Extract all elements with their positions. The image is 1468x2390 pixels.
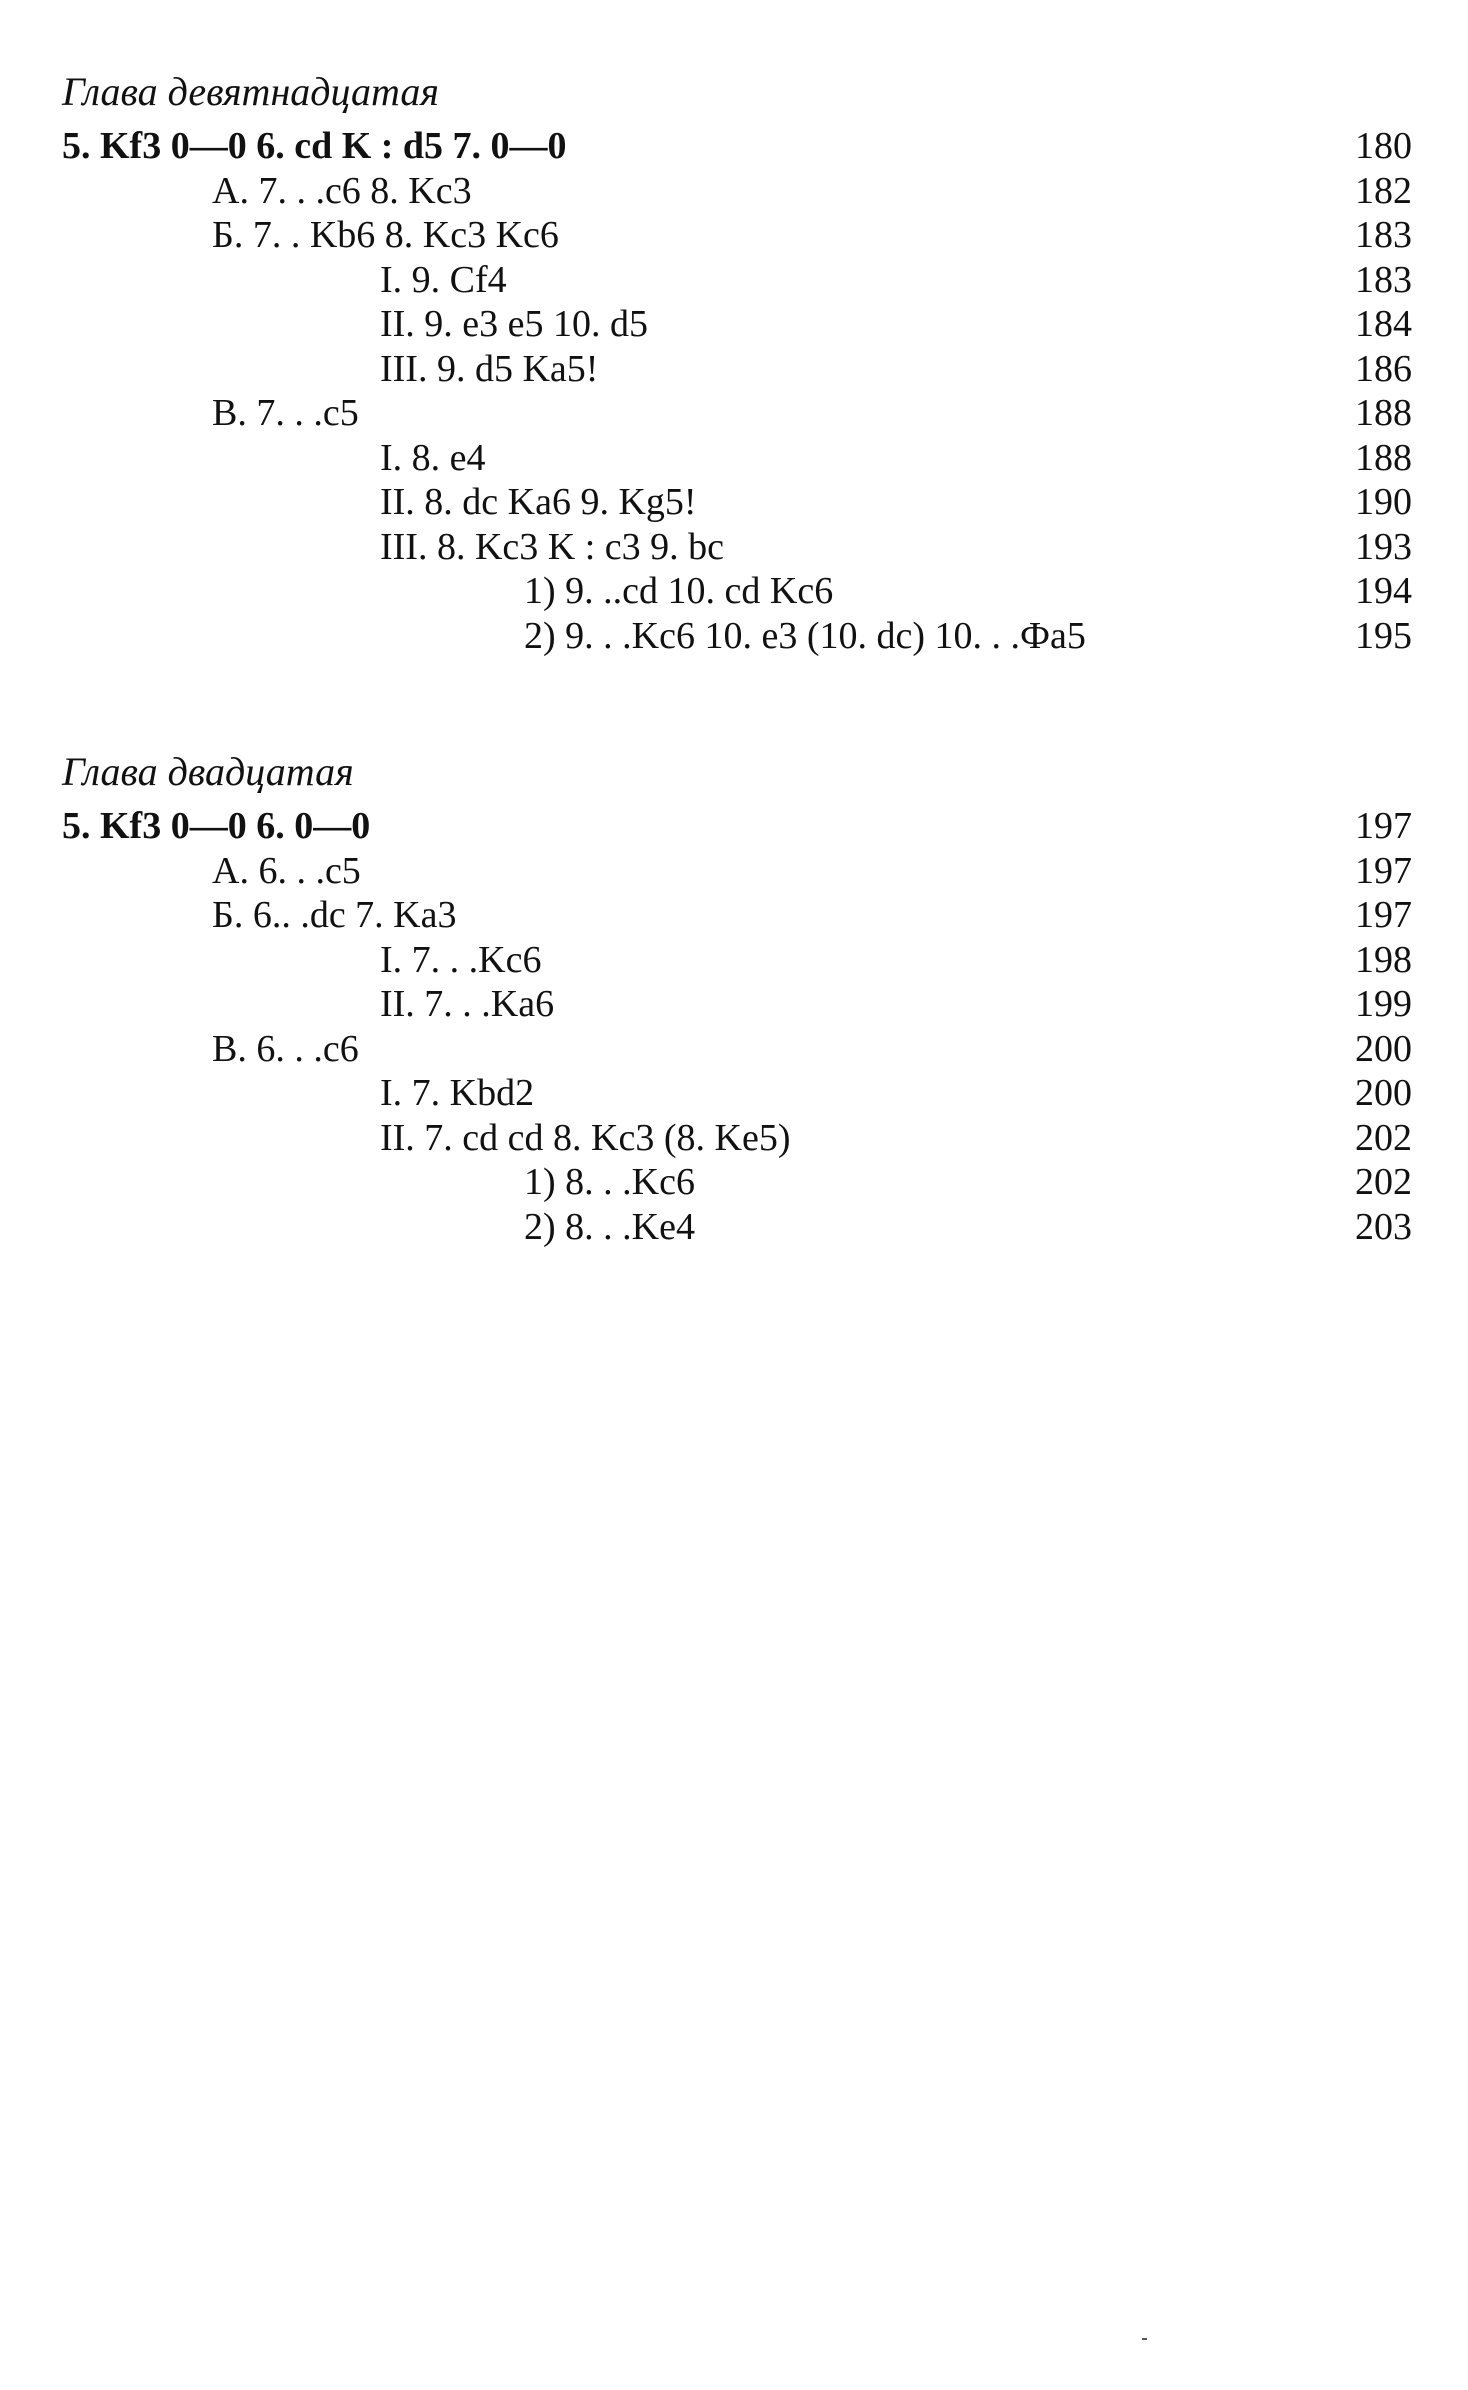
toc-list [62, 124, 1412, 658]
toc-entry [62, 169, 1412, 214]
entry-text: II. 8. dc Ka6 9. Kg5! [380, 481, 697, 523]
chapter-20-section [62, 742, 1412, 1249]
toc-entry [62, 614, 1412, 659]
entry-text: II. 7. . .Ka6 [380, 983, 555, 1025]
toc-list [62, 804, 1412, 1249]
page-number: 183 [1355, 258, 1412, 301]
toc-entry [62, 1027, 1412, 1072]
toc-entry [62, 124, 1412, 169]
entry-text: А. 6. . .c5 [212, 849, 361, 892]
toc-entry [62, 258, 1412, 303]
toc-entry [62, 1116, 1412, 1161]
page-number: 180 [1355, 125, 1412, 167]
page-number: 183 [1355, 214, 1412, 256]
toc-entry [62, 804, 1412, 849]
toc-entry [62, 1160, 1412, 1205]
toc-entry [62, 849, 1412, 894]
page-number: 182 [1355, 169, 1412, 212]
toc-entry [62, 1071, 1412, 1116]
entry-text: А. 7. . .c6 8. Kc3 [212, 169, 472, 212]
entry-text: 1) 8. . .Kc6 [524, 1161, 695, 1203]
toc-entry [62, 525, 1412, 570]
toc-entry [62, 938, 1412, 983]
toc-entry [62, 302, 1412, 347]
page-number: 188 [1355, 436, 1412, 479]
entry-text: II. 7. cd cd 8. Kc3 (8. Ke5) [380, 1116, 791, 1159]
entry-text: 2) 9. . .Kc6 10. e3 (10. dc) 10. . .Фa5 [524, 614, 1086, 657]
entry-text: 2) 8. . .Ke4 [524, 1205, 695, 1248]
toc-entry [62, 982, 1412, 1027]
entry-text: B. 7. . .c5 [212, 392, 359, 434]
chapter-19-section [62, 62, 1412, 658]
toc-entry [62, 213, 1412, 258]
page-number: 186 [1355, 347, 1412, 390]
entry-text: 5. Kf3 0—0 6. 0—0 [62, 805, 371, 847]
entry-text: III. 9. d5 Ka5! [380, 347, 599, 390]
page-number: 203 [1355, 1205, 1412, 1248]
entry-text: I. 8. e4 [380, 436, 486, 479]
entry-text: III. 8. Kc3 K : c3 9. bc [380, 525, 725, 568]
entry-text: Б. 6.. .dc 7. Ka3 [212, 894, 457, 936]
entry-text: II. 9. e3 e5 10. d5 [380, 303, 649, 345]
page-number: 200 [1355, 1027, 1412, 1070]
toc-entry [62, 569, 1412, 614]
chapter-title: Глава двадцатая [62, 749, 354, 794]
entry-text: I. 7. . .Kc6 [380, 938, 542, 981]
entry-text: 1) 9. ..cd 10. cd Kc6 [524, 570, 834, 612]
page-number: 193 [1355, 525, 1412, 568]
page-number: 194 [1355, 570, 1412, 612]
page-number: 197 [1355, 894, 1412, 936]
page-number: 195 [1355, 614, 1412, 657]
toc-entry [62, 391, 1412, 436]
print-speck [1142, 2338, 1147, 2340]
page-number: 198 [1355, 938, 1412, 981]
entry-text: B. 6. . .c6 [212, 1027, 359, 1070]
page-number: 202 [1355, 1116, 1412, 1159]
page-number: 199 [1355, 983, 1412, 1025]
chapter-title: Глава девятнадцатая [62, 69, 439, 114]
page-number: 184 [1355, 303, 1412, 345]
page-number: 200 [1355, 1072, 1412, 1114]
page-number: 190 [1355, 481, 1412, 523]
entry-text: I. 7. Kbd2 [380, 1072, 535, 1114]
toc-entry [62, 893, 1412, 938]
entry-text: 5. Kf3 0—0 6. cd K : d5 7. 0—0 [62, 125, 567, 167]
toc-entry [62, 1205, 1412, 1250]
toc-entry [62, 480, 1412, 525]
page-number: 188 [1355, 392, 1412, 434]
entry-text: I. 9. Cf4 [380, 258, 507, 301]
page-number: 202 [1355, 1161, 1412, 1203]
page-number: 197 [1355, 849, 1412, 892]
entry-text: Б. 7. . Kb6 8. Kc3 Kc6 [212, 214, 559, 256]
page-number: 197 [1355, 805, 1412, 847]
toc-entry [62, 436, 1412, 481]
toc-entry [62, 347, 1412, 392]
